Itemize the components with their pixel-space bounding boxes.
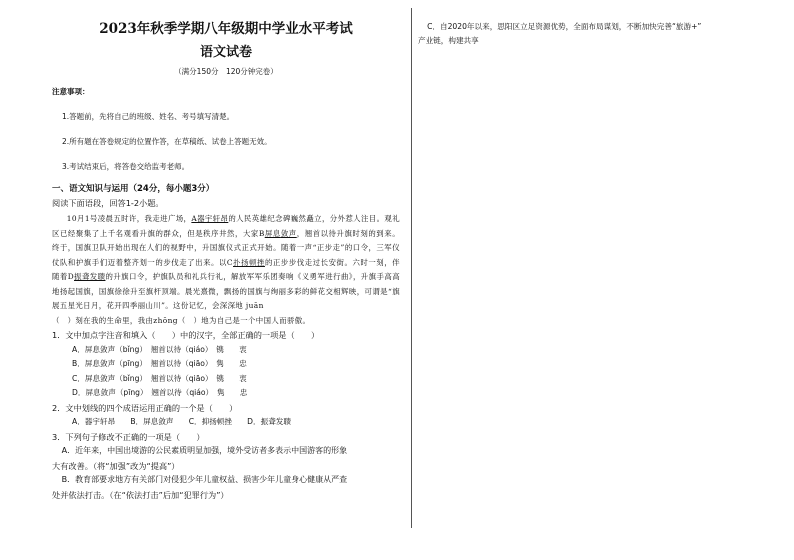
option: B．教育部要求地方有关部门对侵犯少年儿童权益、损害少年儿童身心健康从严查: [61, 475, 348, 484]
score-info: （满分150分 120分钟完卷）: [174, 67, 278, 76]
option-continued: 处并依法打击。（在“依法打击”后加“犯罪行为”）: [52, 489, 229, 500]
idiom-d: 振聋发聩: [74, 272, 106, 281]
section-intro: 阅读下面语段，回答1-2小题。: [52, 198, 164, 208]
idiom-a: A器宇轩昂: [191, 214, 229, 223]
option: A．近年来，中国出境游的公民素质明显加强，境外受访者多表示中国游客的形象: [61, 446, 348, 455]
column-divider: [411, 8, 412, 528]
idiom-b: 屏息敛声: [264, 228, 297, 238]
reading-passage: 10月1号凌晨五时许，我走进广场，A器宇轩昂的人民英雄纪念碑巍然矗立，分外惹人注目。观礼区已经聚集了上千名观看升旗的群众，但是秩序井然，大家B屏息敛声，翘首以待升旗时刻的到来。终于，国旗卫队开始出现在人们的视野中，升国旗仪式正式开始。随着一声“正步走”的口令，三军仪仗队和护旗手们迈着整齐划一的步伐走了出来。以C扑扬顿挫的正步步伐走过长安街。六时一刻，伴随着D振聋发聩的升旗口令，护旗队员和礼兵行礼，解放军军乐团奏响《义勇军进行曲》，升旗手高高地扬起国旗，国旗徐徐升至旗杆顶端。晨光熹微，飘扬的国旗与绚丽多彩的鲜花交相辉映，可谓是“旗展五星光日月，花开四季丽山川”。这份记忆，会深深地 juān （ ）刻在我的生命里，我由zhōng（ ）地为自己是一个中国人而骄傲。: [52, 214, 401, 325]
section-heading: 一、语文知识与运用（24分，每小题3分）: [52, 184, 215, 194]
question-1: 1．文中加点字注音和填入（ ）中的汉字，全部正确的一项是（ ）: [52, 330, 320, 340]
question-3: 3．下列句子修改不正确的一项是（ ）: [52, 431, 205, 442]
notice-heading: 注意事项：: [52, 87, 90, 96]
option-c-line2: 产业链，构建共享: [418, 35, 479, 45]
notice-item: 1.答题前，先将自己的班级、姓名、考号填写清楚。: [62, 112, 235, 121]
exam-subtitle: 语文试卷: [199, 45, 252, 60]
question-2: 2．文中划线的四个成语运用正确的一个是（ ）: [52, 402, 238, 413]
right-column: [418, 20, 768, 47]
left-column: [52, 20, 400, 502]
option: A．器宇轩昂 B．屏息敛声 C．抑扬顿挫 D．振聋发聩: [72, 417, 291, 426]
option: C．屏息敛声（bǐng） 翘首以待（qiāo） 镌 衷: [72, 373, 247, 383]
exam-title: 2023年秋季学期八年级期中学业水平考试: [99, 21, 353, 37]
option: D．屏息敛声（pīng） 翘首以待（qiáo） 隽 忠: [72, 388, 248, 397]
option: A．屏息敛声（bǐng） 翘首以待（qiáo） 镌 衷: [72, 344, 247, 354]
option-c-line1: C．自2020年以来，思阳区立足资源优势，全面布局谋划，不断加快完善“旅游+”: [427, 22, 702, 31]
option: B．屏息敛声（pīng） 翘首以待（qiāo） 隽 忠: [72, 359, 247, 368]
notice-item: 2.所有题在答卷规定的位置作答，在草稿纸、试卷上答题无效。: [62, 137, 272, 146]
idiom-c: 扑扬顿挫: [233, 257, 265, 267]
notice-item: 3.考试结束后，将答卷交给监考老师。: [62, 162, 190, 171]
option-continued: 大有改善。（将“加强”改为“提高”）: [52, 460, 180, 471]
